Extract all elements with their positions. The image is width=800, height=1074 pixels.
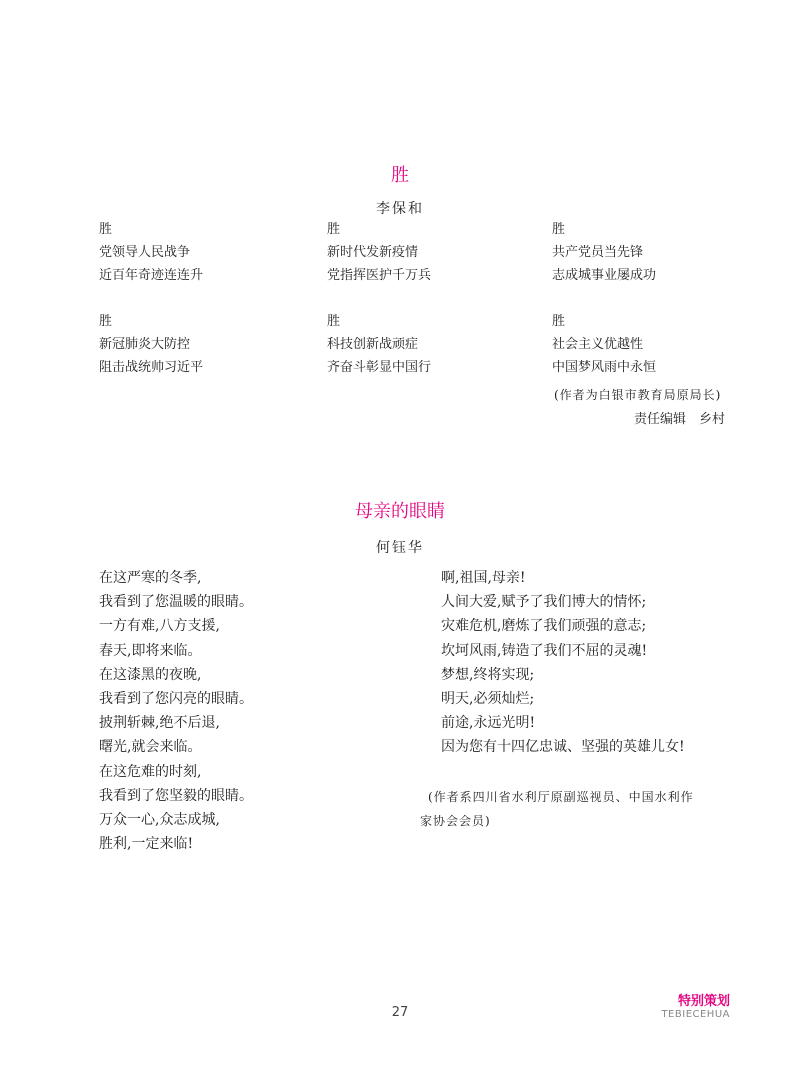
poem2-line: 春天,即将来临。 <box>99 642 202 659</box>
poem2-line: 在这严寒的冬季, <box>99 570 202 586</box>
poem2-line: 一方有难,八方支援, <box>99 618 220 635</box>
poem2-line: 我看到了您温暖的眼睛。 <box>99 594 253 611</box>
poem1-line: 社会主义优越性 <box>552 337 644 352</box>
poem1-line <box>99 287 203 310</box>
poem2-author-note-line2: 家协会会员) <box>420 814 491 828</box>
poem1-line: 志成城事业屡成功 <box>552 268 657 283</box>
poem1-line: 新冠肺炎大防控 <box>99 337 191 352</box>
poem2-line: 我看到了您坚毅的眼睛。 <box>99 787 253 804</box>
poem1-column-3 <box>552 218 656 379</box>
poem2-line: 曙光,就会来临。 <box>99 739 202 756</box>
poem2-line: 因为您有十四亿忠诚、坚强的英雄儿女! <box>441 739 685 756</box>
poem2-line: 在这漆黑的夜晚, <box>99 666 202 683</box>
poem2-line: 灾难危机,磨炼了我们顽强的意志; <box>441 618 647 635</box>
poem1-column-2 <box>327 218 431 379</box>
poem1-author-note: (作者为白银市教育局原局长) <box>554 388 722 402</box>
poem1-line <box>552 287 656 310</box>
poem1-line: 齐奋斗彰显中国行 <box>327 360 432 375</box>
poem2-line: 梦想,终将实现; <box>441 666 535 683</box>
poem2-line: 万众一心,众志成城, <box>99 812 220 829</box>
poem2-left-stanzas <box>99 566 253 856</box>
poem1-column-1 <box>99 218 203 379</box>
poem2-line: 人间大爱,赋予了我们博大的情怀; <box>441 594 647 611</box>
page-number: 27 <box>391 1005 409 1020</box>
poem1-line: 胜 <box>552 314 566 329</box>
poem2-line: 胜利,一定来临! <box>99 836 194 853</box>
poem1-line: 阻击战统帅习近平 <box>99 360 204 375</box>
poem2-line: 啊,祖国,母亲! <box>441 570 526 586</box>
section-name-cn: 特别策划 <box>677 994 730 1009</box>
poem2-author: 何钰华 <box>376 540 424 556</box>
poem1-line: 新时代发新疫情 <box>327 245 419 260</box>
poem1-author: 李保和 <box>376 201 424 217</box>
section-name-en: TEBIECEHUA <box>661 1009 730 1020</box>
poem1-line: 胜 <box>327 314 341 329</box>
poem2-author-note <box>420 785 694 833</box>
poem1-line: 胜 <box>327 222 341 237</box>
poem1-line: 胜 <box>99 222 113 237</box>
poem2-author-note-line1: (作者系四川省水利厅原副巡视员、中国水利作 <box>428 790 694 804</box>
poem2-line: 明天,必须灿烂; <box>441 691 535 708</box>
section-brand <box>661 990 730 1020</box>
poem1-line: 共产党员当先锋 <box>552 245 644 260</box>
poem2-title: 母亲的眼睛 <box>355 501 445 522</box>
poem2-line: 我看到了您闪亮的眼睛。 <box>99 691 253 708</box>
poem1-line <box>327 287 431 310</box>
poem1-line: 党指挥医护千万兵 <box>327 268 432 283</box>
poem1-line: 科技创新战顽症 <box>327 337 419 352</box>
poem1-title: 胜 <box>391 165 409 186</box>
poem1-line: 胜 <box>552 222 566 237</box>
poem2-line: 披荆斩棘,绝不后退, <box>99 715 220 732</box>
poem2-line: 在这危难的时刻, <box>99 763 202 780</box>
poem1-line: 中国梦风雨中永恒 <box>552 360 657 375</box>
poem1-line: 党领导人民战争 <box>99 245 191 260</box>
poem2-line: 坎坷风雨,铸造了我们不屈的灵魂! <box>441 642 648 659</box>
editor-credit: 责任编辑 乡村 <box>634 412 726 427</box>
poem1-line: 胜 <box>99 314 113 329</box>
poem2-right-stanzas <box>441 566 685 760</box>
poem2-line: 前途,永远光明! <box>441 715 536 732</box>
poem1-line: 近百年奇迹连连升 <box>99 268 204 283</box>
